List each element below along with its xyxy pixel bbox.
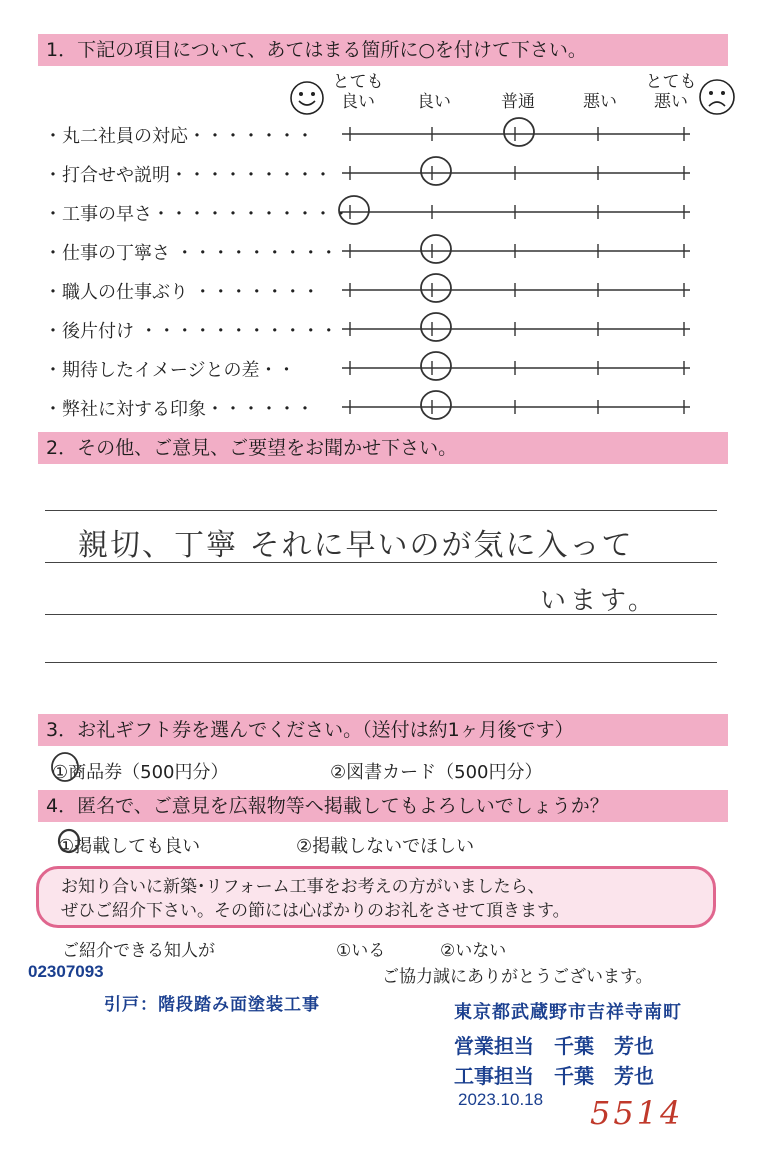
section3-heading: 3．お礼ギフト券を選んでください。（送付は約1ヶ月後です） <box>38 714 728 746</box>
referral-notice-box <box>36 866 716 928</box>
item-label-meeting-explanation: ・打合せや説明・・・・・・・・・ <box>44 165 332 186</box>
rating-selection-circle <box>421 235 451 263</box>
rating-selection-circle <box>421 313 451 341</box>
scale-label-very-good: とても 良い <box>332 72 384 112</box>
handwritten-comment-line2: います。 <box>540 586 658 616</box>
rating-scales <box>0 0 774 440</box>
referral-option-yes[interactable]: ①いる <box>336 941 386 961</box>
construction-rep: 工事担当 千葉 芳也 <box>454 1066 654 1088</box>
item-label-company-impression: ・弊社に対する印象・・・・・・ <box>44 399 314 420</box>
gift-option-book-card[interactable]: ②図書カード（500円分） <box>330 762 543 783</box>
handwritten-comment-line1: 親切、丁寧 それに早いのが気に入って <box>78 528 634 563</box>
comment-line-1 <box>45 510 717 511</box>
item-label-staff-response: ・丸二社員の対応・・・・・・・ <box>44 126 314 147</box>
rating-selection-circle <box>339 196 369 224</box>
selected-circle-mark <box>48 750 84 786</box>
sales-rep: 営業担当 千葉 芳也 <box>454 1036 654 1058</box>
notice-line2: ぜひご紹介下さい。その節には心ばかりのお礼をさせて頂きます。 <box>61 901 570 921</box>
handwritten-number: 5514 <box>590 1094 684 1132</box>
rating-selection-circle <box>421 391 451 419</box>
thanks-message: ご協力誠にありがとうございます。 <box>382 967 653 987</box>
rating-selection-circle <box>421 274 451 302</box>
referral-option-no[interactable]: ②いない <box>440 941 507 961</box>
rating-selection-circle <box>421 157 451 185</box>
item-label-craftsman-work: ・職人の仕事ぶり ・・・・・・・ <box>44 282 320 303</box>
item-label-cleanup: ・後片付け ・・・・・・・・・・・ <box>44 321 338 342</box>
comment-line-4 <box>45 662 717 663</box>
referral-label: ご紹介できる知人が <box>62 941 215 961</box>
item-label-construction-speed: ・工事の早さ・・・・・・・・・・・ <box>44 204 350 225</box>
scale-label-good: 良い <box>417 92 451 112</box>
publish-option-ok[interactable]: ①掲載しても良い <box>58 836 201 857</box>
project-name: 引戸：階段踏み面塗装工事 <box>104 995 320 1014</box>
gift-option-gift-card[interactable]: ①商品券（500円分） <box>52 762 229 783</box>
section1-heading: 1．下記の項目について、あてはまる箇所に○を付けて下さい。 <box>38 34 728 66</box>
publish-option-no[interactable]: ②掲載しないでほしい <box>296 836 475 857</box>
section2-heading: 2．その他、ご意見、ご要望をお聞かせ下さい。 <box>38 432 728 464</box>
item-label-work-carefulness: ・仕事の丁寧さ ・・・・・・・・・ <box>44 243 338 264</box>
customer-id: 02307093 <box>28 962 104 981</box>
rating-selection-circle <box>421 352 451 380</box>
scale-label-very-bad: とても 悪い <box>645 72 697 112</box>
selected-check-mark <box>56 828 84 856</box>
company-address: 東京都武蔵野市吉祥寺南町 <box>454 1002 682 1022</box>
notice-line1: お知り合いに新築･リフォーム工事をお考えの方がいましたら、 <box>61 877 545 897</box>
item-label-expectation-gap: ・期待したイメージとの差・・ <box>44 360 296 381</box>
survey-date: 2023.10.18 <box>458 1090 544 1109</box>
scale-label-average: 普通 <box>501 92 535 112</box>
rating-selection-circle <box>504 118 534 146</box>
scale-label-bad: 悪い <box>583 92 617 112</box>
section4-heading: 4．匿名で、ご意見を広報物等へ掲載してもよろしいでしょうか？ <box>38 790 728 822</box>
